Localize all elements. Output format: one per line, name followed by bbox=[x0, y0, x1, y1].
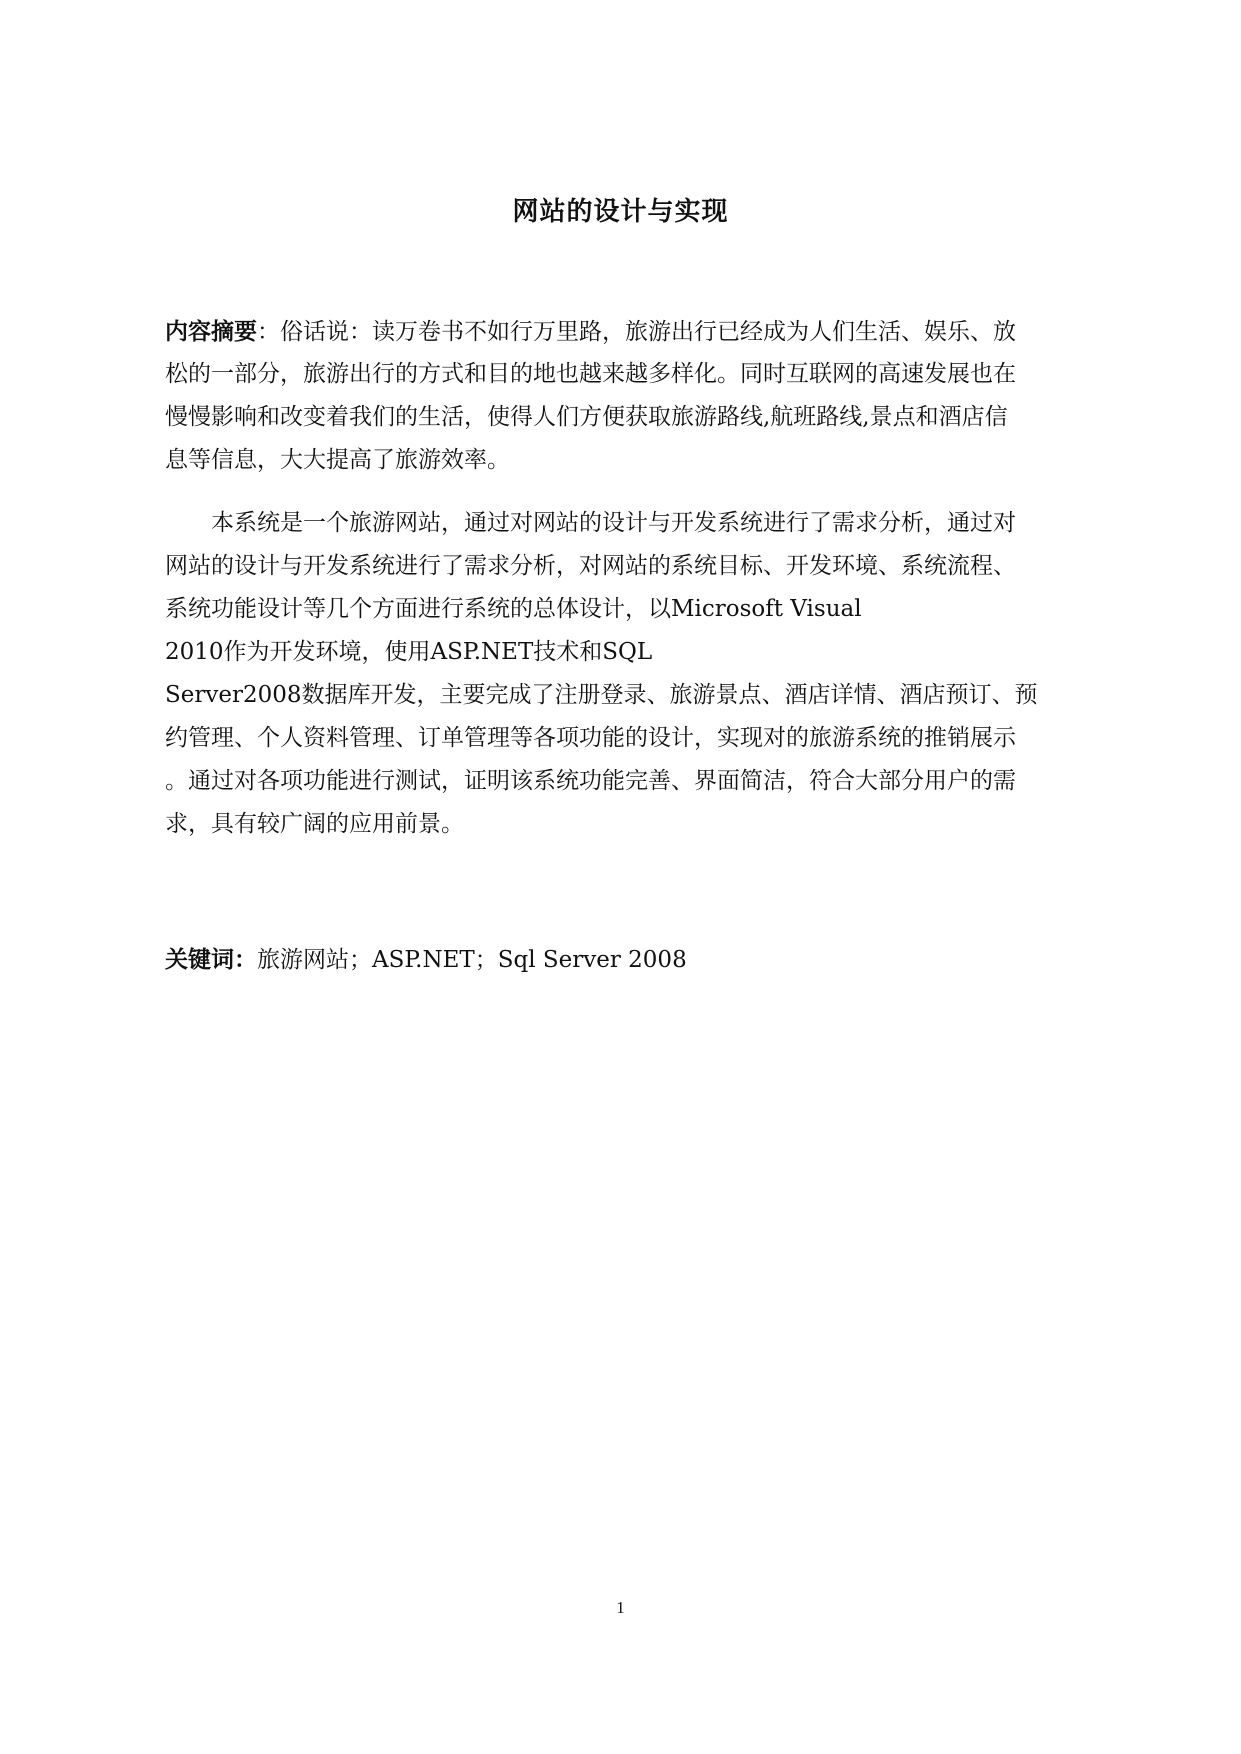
abstract-section bbox=[165, 310, 1085, 482]
body-line: 。通过对各项功能进行测试，证明该系统功能完善、界面简洁，符合大部分用户的需 bbox=[165, 768, 1016, 794]
body-line: 约管理、个人资料管理、订单管理等各项功能的设计，实现对的旅游系统的推销展示 bbox=[165, 725, 1016, 751]
abstract-line: 息等信息，大大提高了旅游效率。 bbox=[165, 447, 510, 473]
body-line: 求，具有较广阔的应用前景。 bbox=[165, 811, 464, 837]
body-line: Server2008数据库开发，主要完成了注册登录、旅游景点、酒店详情、酒店预订、预 bbox=[165, 682, 1038, 708]
body-paragraph bbox=[165, 502, 1085, 846]
abstract-line: 慢慢影响和改变着我们的生活，使得人们方便获取旅游路线,航班路线,景点和酒店信 bbox=[165, 404, 1008, 430]
keywords-line bbox=[165, 938, 1085, 981]
abstract-line bbox=[165, 310, 1085, 353]
body-line: 网站的设计与开发系统进行了需求分析，对网站的系统目标、开发环境、系统流程、 bbox=[165, 553, 1016, 579]
body-line: 系统功能设计等几个方面进行系统的总体设计，以Microsoft Visual bbox=[165, 596, 862, 622]
abstract-line: 松的一部分，旅游出行的方式和目的地也越来越多样化。同时互联网的高速发展也在 bbox=[165, 361, 1016, 387]
keywords-section bbox=[165, 938, 1085, 981]
body-line: 2010作为开发环境，使用ASP.NET技术和SQL bbox=[165, 639, 653, 665]
keywords-value: 旅游网站；ASP.NET；Sql Server 2008 bbox=[257, 947, 687, 973]
body-line: 本系统是一个旅游网站，通过对网站的设计与开发系统进行了需求分析，通过对 bbox=[211, 510, 1016, 536]
page-number: 1 bbox=[616, 1598, 625, 1617]
keywords-label: 关键词： bbox=[165, 946, 257, 973]
abstract-separator: ： bbox=[257, 319, 280, 345]
document-title: 网站的设计与实现 bbox=[512, 197, 729, 227]
abstract-label: 内容摘要 bbox=[165, 318, 257, 345]
abstract-text: 俗话说：读万卷书不如行万里路，旅游出行已经成为人们生活、娱乐、放 bbox=[280, 319, 1016, 345]
